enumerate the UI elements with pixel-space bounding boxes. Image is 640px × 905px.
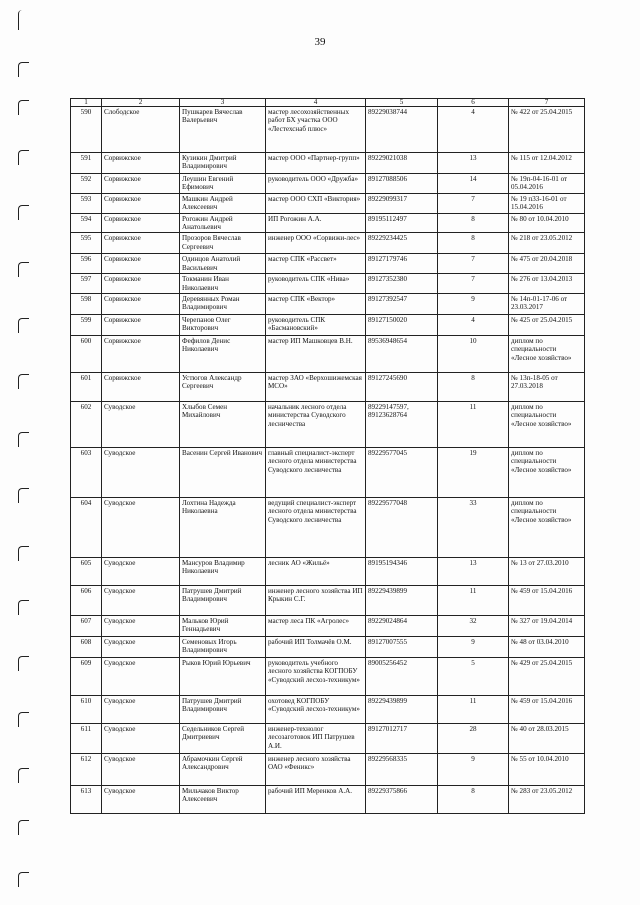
certificate: № 13п-18-05 от 27.03.2018 <box>509 373 585 402</box>
phone-number: 89229439899 <box>366 586 438 616</box>
certificate: № 55 от 10.04.2010 <box>509 754 585 786</box>
certificate: № 14п-01-17-06 от 23.03.2017 <box>509 294 585 315</box>
forestry-name: Сорвижское <box>102 233 180 254</box>
row-number: 593 <box>71 193 102 213</box>
phone-number: 89229147597, 89123628764 <box>366 402 438 448</box>
table-row <box>71 637 585 658</box>
table-row <box>71 402 585 448</box>
certificate: диплом по специальности «Лесное хозяйство» <box>509 448 585 498</box>
position: мастер ИП Машковцев В.Н. <box>266 336 366 373</box>
table-row <box>71 498 585 558</box>
certificate: № 40 от 28.03.2015 <box>509 724 585 754</box>
experience-years: 7 <box>438 274 509 294</box>
position: мастер ЗАО «Верхошижемская МСО» <box>266 373 366 402</box>
row-number: 599 <box>71 315 102 336</box>
table-row <box>71 254 585 274</box>
row-number: 596 <box>71 254 102 274</box>
certificate: диплом по специальности «Лесное хозяйство» <box>509 498 585 558</box>
position: мастер СПК «Рассвет» <box>266 254 366 274</box>
person-name: Токманин Иван Николаевич <box>180 274 266 294</box>
table-row <box>71 274 585 294</box>
table-row <box>71 107 585 153</box>
certificate: № 475 от 20.04.2018 <box>509 254 585 274</box>
phone-number: 89229577048 <box>366 498 438 558</box>
person-name: Пушкарев Вячеслав Валерьевич <box>180 107 266 153</box>
experience-years: 8 <box>438 786 509 814</box>
header-cell: 5 <box>366 99 438 107</box>
row-number: 602 <box>71 402 102 448</box>
experience-years: 19 <box>438 448 509 498</box>
person-name: Абрамочкин Сергей Александрович <box>180 754 266 786</box>
position: инженер лесного хозяйства ИП Крыкин С.Г. <box>266 586 366 616</box>
phone-number: 89229375866 <box>366 786 438 814</box>
person-name: Черепанов Олег Викторович <box>180 315 266 336</box>
phone-number: 89005256452 <box>366 658 438 696</box>
certificate: № 283 от 23.05.2012 <box>509 786 585 814</box>
experience-years: 8 <box>438 213 509 233</box>
row-number: 601 <box>71 373 102 402</box>
position: руководитель СПК «Нива» <box>266 274 366 294</box>
experience-years: 14 <box>438 174 509 194</box>
forestry-name: Суводское <box>102 786 180 814</box>
forestry-name: Суводское <box>102 498 180 558</box>
position: руководитель учебного лесного хозяйства КОГПОБУ «Суводский лесхоз-техникум» <box>266 658 366 696</box>
experience-years: 32 <box>438 616 509 637</box>
row-number: 612 <box>71 754 102 786</box>
experience-years: 7 <box>438 193 509 213</box>
forestry-name: Суводское <box>102 754 180 786</box>
table-row <box>71 233 585 254</box>
experience-years: 8 <box>438 233 509 254</box>
person-name: Мансуров Владимир Николаевич <box>180 558 266 586</box>
experience-years: 8 <box>438 373 509 402</box>
registry-table <box>70 98 585 814</box>
row-number: 594 <box>71 213 102 233</box>
phone-number: 89127012717 <box>366 724 438 754</box>
row-number: 607 <box>71 616 102 637</box>
forestry-name: Сорвижское <box>102 174 180 194</box>
phone-number: 89536948654 <box>366 336 438 373</box>
row-number: 600 <box>71 336 102 373</box>
person-name: Рыков Юрий Юрьевич <box>180 658 266 696</box>
person-name: Одинцов Анатолий Васильевич <box>180 254 266 274</box>
row-number: 610 <box>71 696 102 724</box>
person-name: Деревянных Роман Владимирович <box>180 294 266 315</box>
phone-number: 89229099317 <box>366 193 438 213</box>
table-row <box>71 658 585 696</box>
certificate: № 459 от 15.04.2016 <box>509 696 585 724</box>
row-number: 609 <box>71 658 102 696</box>
table-row <box>71 754 585 786</box>
experience-years: 4 <box>438 315 509 336</box>
table-row <box>71 558 585 586</box>
person-name: Рогожин Андрей Анатольевич <box>180 213 266 233</box>
position: рабочий ИП Толмачёв О.М. <box>266 637 366 658</box>
forestry-name: Сорвижское <box>102 193 180 213</box>
phone-number: 89127088506 <box>366 174 438 194</box>
experience-years: 9 <box>438 637 509 658</box>
person-name: Машкин Андрей Алексеевич <box>180 193 266 213</box>
forestry-name: Суводское <box>102 558 180 586</box>
forestry-name: Суводское <box>102 448 180 498</box>
row-number: 603 <box>71 448 102 498</box>
forestry-name: Суводское <box>102 402 180 448</box>
person-name: Мальков Юрий Геннадьевич <box>180 616 266 637</box>
row-number: 597 <box>71 274 102 294</box>
header-cell: 1 <box>71 99 102 107</box>
certificate: № 459 от 15.04.2016 <box>509 586 585 616</box>
forestry-name: Сорвижское <box>102 254 180 274</box>
table-row <box>71 153 585 174</box>
phone-number: 89195194346 <box>366 558 438 586</box>
experience-years: 13 <box>438 153 509 174</box>
certificate: № 80 от 10.04.2010 <box>509 213 585 233</box>
position: руководитель ООО «Дружба» <box>266 174 366 194</box>
phone-number: 89127150020 <box>366 315 438 336</box>
forestry-name: Суводское <box>102 724 180 754</box>
phone-number: 89229021038 <box>366 153 438 174</box>
person-name: Лохтина Надежда Николаевна <box>180 498 266 558</box>
page-number: 39 <box>314 36 326 48</box>
person-name: Седельников Сергей Дмитриевич <box>180 724 266 754</box>
position: главный специалист-эксперт лесного отдела министерства Суводского лесничества <box>266 448 366 498</box>
header-cell: 2 <box>102 99 180 107</box>
certificate: № 13 от 27.03.2010 <box>509 558 585 586</box>
table-row <box>71 315 585 336</box>
row-number: 605 <box>71 558 102 586</box>
experience-years: 10 <box>438 336 509 373</box>
position: мастер ООО «Партнер-групп» <box>266 153 366 174</box>
experience-years: 11 <box>438 586 509 616</box>
phone-number: 89229234425 <box>366 233 438 254</box>
position: инженер лесного хозяйства ОАО «Феникс» <box>266 754 366 786</box>
row-number: 608 <box>71 637 102 658</box>
row-number: 591 <box>71 153 102 174</box>
experience-years: 13 <box>438 558 509 586</box>
table-row <box>71 616 585 637</box>
row-number: 592 <box>71 174 102 194</box>
person-name: Прозоров Вячеслав Сергеевич <box>180 233 266 254</box>
row-number: 604 <box>71 498 102 558</box>
phone-number: 89127007555 <box>366 637 438 658</box>
row-number: 606 <box>71 586 102 616</box>
position: мастер СПК «Вектор» <box>266 294 366 315</box>
table-row <box>71 724 585 754</box>
certificate: № 19 п33-16-01 от 15.04.2016 <box>509 193 585 213</box>
forestry-name: Сорвижское <box>102 336 180 373</box>
phone-number: 89229024864 <box>366 616 438 637</box>
header-cell: 3 <box>180 99 266 107</box>
person-name: Васенин Сергей Иванович <box>180 448 266 498</box>
person-name: Мильчаков Виктор Алексеевич <box>180 786 266 814</box>
forestry-name: Сорвижское <box>102 294 180 315</box>
forestry-name: Сорвижское <box>102 213 180 233</box>
phone-number: 89229038744 <box>366 107 438 153</box>
experience-years: 33 <box>438 498 509 558</box>
experience-years: 9 <box>438 754 509 786</box>
person-name: Патрушев Дмитрий Владимирович <box>180 696 266 724</box>
certificate: № 422 от 25.04.2015 <box>509 107 585 153</box>
table-row <box>71 696 585 724</box>
certificate: № 327 от 19.04.2014 <box>509 616 585 637</box>
certificate: диплом по специальности «Лесное хозяйство» <box>509 336 585 373</box>
phone-number: 89229439899 <box>366 696 438 724</box>
experience-years: 5 <box>438 658 509 696</box>
phone-number: 89229568335 <box>366 754 438 786</box>
row-number: 613 <box>71 786 102 814</box>
forestry-name: Суводское <box>102 637 180 658</box>
forestry-name: Сорвижское <box>102 274 180 294</box>
row-number: 598 <box>71 294 102 315</box>
position: лесник АО «Жильё» <box>266 558 366 586</box>
forestry-name: Суводское <box>102 586 180 616</box>
position: инженер-технолог лесозаготовок ИП Патрушев А.И. <box>266 724 366 754</box>
table-row <box>71 586 585 616</box>
table-row <box>71 213 585 233</box>
position: начальник лесного отдела министерства Суводского лесничества <box>266 402 366 448</box>
header-cell: 4 <box>266 99 366 107</box>
certificate: № 48 от 03.04.2010 <box>509 637 585 658</box>
position: инженер ООО «Сорвижи-лес» <box>266 233 366 254</box>
position: рабочий ИП Меренков А.А. <box>266 786 366 814</box>
header-row <box>71 99 585 107</box>
position: охотовед КОГПОБУ «Суводский лесхоз-техникум» <box>266 696 366 724</box>
table-row <box>71 174 585 194</box>
phone-number: 89229577045 <box>366 448 438 498</box>
table-row <box>71 786 585 814</box>
position: ИП Рогожин А.А. <box>266 213 366 233</box>
phone-number: 89195112497 <box>366 213 438 233</box>
person-name: Хлыбов Семен Михайлович <box>180 402 266 448</box>
forestry-name: Сорвижское <box>102 315 180 336</box>
experience-years: 11 <box>438 696 509 724</box>
table-row <box>71 373 585 402</box>
forestry-name: Сорвижское <box>102 153 180 174</box>
phone-number: 89127392547 <box>366 294 438 315</box>
table-row <box>71 448 585 498</box>
certificate: № 218 от 23.05.2012 <box>509 233 585 254</box>
person-name: Фефилов Денис Николаевич <box>180 336 266 373</box>
certificate: № 429 от 25.04.2015 <box>509 658 585 696</box>
certificate: № 19п-04-16-01 от 05.04.2016 <box>509 174 585 194</box>
forestry-name: Слободское <box>102 107 180 153</box>
person-name: Патрушев Дмитрий Владимирович <box>180 586 266 616</box>
certificate: № 115 от 12.04.2012 <box>509 153 585 174</box>
experience-years: 28 <box>438 724 509 754</box>
certificate: № 276 от 13.04.2013 <box>509 274 585 294</box>
experience-years: 9 <box>438 294 509 315</box>
experience-years: 11 <box>438 402 509 448</box>
experience-years: 4 <box>438 107 509 153</box>
row-number: 611 <box>71 724 102 754</box>
experience-years: 7 <box>438 254 509 274</box>
certificate: № 425 от 25.04.2015 <box>509 315 585 336</box>
phone-number: 89127245690 <box>366 373 438 402</box>
row-number: 595 <box>71 233 102 254</box>
forestry-name: Суводское <box>102 658 180 696</box>
person-name: Кузикин Дмитрий Владимирович <box>180 153 266 174</box>
row-number: 590 <box>71 107 102 153</box>
position: руководитель СПК «Басмановский» <box>266 315 366 336</box>
position: ведущий специалист-эксперт лесного отдела министерства Суводского лесничества <box>266 498 366 558</box>
forestry-name: Сорвижское <box>102 373 180 402</box>
table-row <box>71 336 585 373</box>
table-row <box>71 294 585 315</box>
header-cell: 7 <box>509 99 585 107</box>
position: мастер лесохозяйственных работ БХ участка ООО «Лестехснаб плюс» <box>266 107 366 153</box>
table-row <box>71 193 585 213</box>
certificate: диплом по специальности «Лесное хозяйство» <box>509 402 585 448</box>
person-name: Леушин Евгений Ефимович <box>180 174 266 194</box>
phone-number: 89127179746 <box>366 254 438 274</box>
person-name: Устюгов Александр Сергеевич <box>180 373 266 402</box>
forestry-name: Суводское <box>102 696 180 724</box>
person-name: Семеновых Игорь Владимирович <box>180 637 266 658</box>
position: мастер ООО СХП «Виктория» <box>266 193 366 213</box>
position: мастер леса ПК «Агролес» <box>266 616 366 637</box>
phone-number: 89127352380 <box>366 274 438 294</box>
header-cell: 6 <box>438 99 509 107</box>
forestry-name: Суводское <box>102 616 180 637</box>
